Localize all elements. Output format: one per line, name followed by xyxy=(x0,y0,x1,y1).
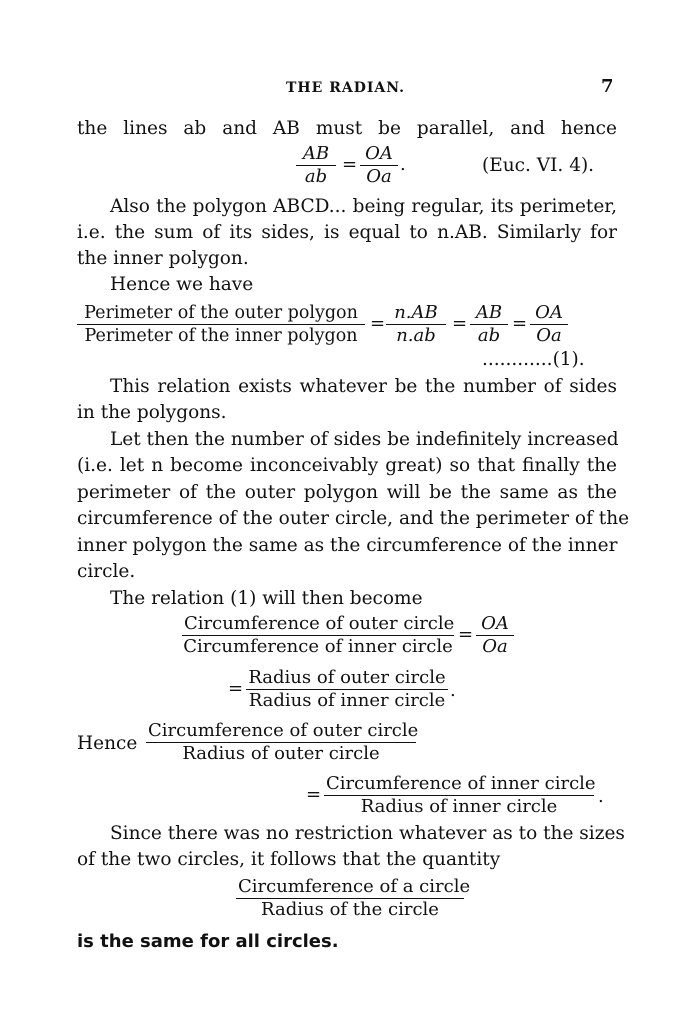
denominator: ab xyxy=(477,325,501,346)
denominator: ab xyxy=(304,166,328,187)
fraction-AB-ab xyxy=(470,302,508,347)
text-line: i.e. the sum of its sides, is equal to n.AB. Similarly for xyxy=(77,222,617,243)
text-line: The relation (1) will then become xyxy=(110,588,423,609)
text-line: circumference of the outer circle, and the perimeter of the xyxy=(77,508,630,529)
numerator: AB xyxy=(296,143,336,166)
denominator: Circumference of inner circle xyxy=(183,636,453,657)
text-line: perimeter of the outer polygon will be the same as the xyxy=(77,482,617,503)
text-line: in the polygons. xyxy=(77,402,227,423)
text-line: inner polygon the same as the circumference of the inner xyxy=(77,535,618,556)
text-hence: Hence xyxy=(77,733,138,754)
numerator: Circumference of outer circle xyxy=(148,720,419,741)
fraction-nAB-nab xyxy=(386,302,446,347)
text-line: the lines ab and AB must be parallel, and hence xyxy=(77,118,617,139)
equals-sign: = xyxy=(306,784,322,805)
text-line: of the two circles, it follows that the quantity xyxy=(77,849,501,870)
denominator: Oa xyxy=(366,166,392,187)
numerator: Circumference of inner circle xyxy=(326,773,596,794)
numerator: OA xyxy=(476,613,514,636)
fraction-circumferences xyxy=(182,613,454,658)
period: . xyxy=(400,154,406,175)
denominator: n.ab xyxy=(396,325,436,346)
equals-sign: = xyxy=(228,678,244,699)
equals-sign: = xyxy=(458,624,474,645)
text-line: Let then the number of sides be indefinitely increased xyxy=(110,429,619,450)
fraction-perimeters xyxy=(77,302,365,347)
fraction-OA-Oa xyxy=(476,613,514,658)
equation-label: ............(1). xyxy=(482,349,585,370)
denominator: Perimeter of the inner polygon xyxy=(84,326,358,346)
fraction-OA-Oa xyxy=(360,143,398,188)
equals-sign: = xyxy=(370,313,386,334)
text-line: the inner polygon. xyxy=(77,248,249,269)
numerator: n.AB xyxy=(386,302,446,325)
fraction-inner-circle xyxy=(324,773,594,818)
denominator: Oa xyxy=(536,325,562,346)
period: . xyxy=(450,680,456,701)
fraction-circle-ratio xyxy=(236,876,471,921)
period: . xyxy=(598,786,604,807)
denominator: Radius of inner circle xyxy=(360,796,558,817)
euclid-reference: (Euc. VI. 4). xyxy=(482,155,595,176)
denominator: Radius of inner circle xyxy=(248,690,446,711)
text-line: Also the polygon ABCD... being regular, its perimeter, xyxy=(110,196,617,217)
numerator: AB xyxy=(470,302,508,325)
numerator: Perimeter of the outer polygon xyxy=(77,302,365,325)
numerator: OA xyxy=(530,302,568,325)
equals-sign: = xyxy=(512,313,528,334)
fraction-outer-circle xyxy=(146,720,419,765)
text-line: circle. xyxy=(77,561,136,582)
equals-sign: = xyxy=(342,154,358,175)
denominator: Oa xyxy=(482,636,508,657)
text-line: Since there was no restriction whatever as to the sizes xyxy=(110,823,625,844)
numerator: Circumference of outer circle xyxy=(184,613,455,634)
fraction-OA-Oa xyxy=(530,302,568,347)
denominator: Radius of the circle xyxy=(261,899,439,920)
fraction-radii xyxy=(246,667,448,712)
fraction-AB-ab xyxy=(296,143,336,188)
running-head: THE RADIAN. xyxy=(286,80,406,96)
numerator: OA xyxy=(360,143,398,166)
numerator: Circumference of a circle xyxy=(238,876,471,897)
denominator: Radius of outer circle xyxy=(182,743,380,764)
text-line: Hence we have xyxy=(110,274,254,295)
equals-sign: = xyxy=(452,313,468,334)
text-line: (i.e. let n become inconceivably great) so that finally the xyxy=(77,455,617,476)
page-number: 7 xyxy=(601,76,614,97)
numerator: Radius of outer circle xyxy=(246,667,448,690)
conclusion-text: is the same for all circles. xyxy=(77,931,339,952)
text-line: This relation exists whatever be the number of sides xyxy=(110,376,617,397)
